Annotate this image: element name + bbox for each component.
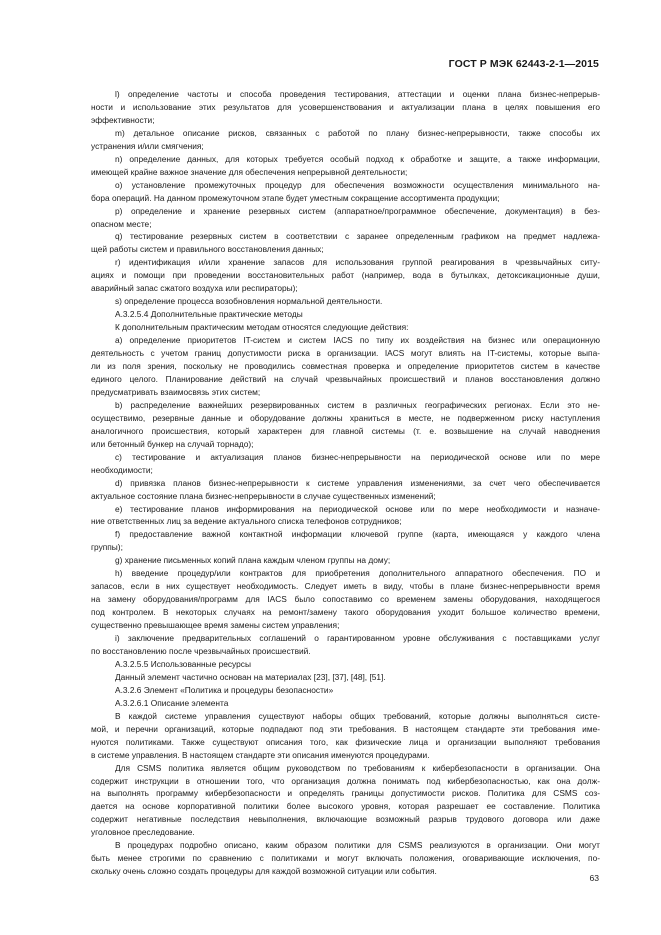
paragraph-line: запасов, если в них существует необходимость. Следует иметь в виду, чтобы в плане бизнес-непрерывности время	[91, 581, 600, 592]
paragraph-line: на замену оборудования/программ для IACS было сопоставимо со временем замены оборудования, находящегося	[91, 594, 600, 605]
paragraph-line: q) тестирование резервных систем в соответствии с заранее определенным графиком на предмет надлежа-	[115, 231, 600, 242]
paragraph-line: h) введение процедур/или контрактов для приобретения дополнительного аппаратного обеспечения. ПО и	[115, 568, 600, 579]
paragraph-line: устранения и/или смягчения;	[91, 140, 204, 151]
paragraph-line: В процедурах подробно описано, каким образом политики для CSMS реализуются в организации. Они могут	[115, 840, 600, 851]
paragraph-line: щей работы систем и правильного восстановления данных;	[91, 244, 324, 255]
paragraph-line: ли из поля зрения, поскольку не проводились совместная проверка и определение приоритетов систем в качестве	[91, 361, 600, 372]
paragraph-line: i) заключение предварительных соглашений о гарантированном уровне обслуживания с поставщиками услуг	[115, 633, 600, 644]
paragraph	[91, 88, 600, 127]
paragraph	[91, 684, 600, 697]
paragraph-line: имеющей крайне важное значение для обеспечения непрерывной деятельности;	[91, 166, 408, 177]
paragraph-line: осуществимо, резервные данные и оборудование должны храниться в месте, не подверженном риску наступления	[91, 412, 600, 423]
paragraph	[91, 308, 600, 321]
paragraph-line: m) детальное описание рисков, связанных с работой по плану бизнес-непрерывности, также способы их	[115, 127, 600, 138]
paragraph-line: существенно превышающее время замены систем управления;	[91, 620, 340, 631]
paragraph	[91, 334, 600, 399]
paragraph-line: предусматривать взаимосвязь этих систем;	[91, 386, 261, 397]
paragraph	[91, 567, 600, 632]
paragraph	[91, 295, 600, 308]
paragraph	[91, 477, 600, 503]
paragraph-line: быть менее строгими по сравнению с политиками и могут включать положения, оговаривающие исключения, по-	[91, 853, 600, 864]
paragraph-line: необходимости;	[91, 464, 153, 475]
paragraph	[91, 528, 600, 554]
paragraph	[91, 632, 600, 658]
paragraph	[91, 321, 600, 334]
paragraph-line: А.3.2.5.5 Использованные ресурсы	[115, 658, 251, 669]
paragraph	[91, 839, 600, 878]
paragraph-line: уголовное преследование.	[91, 827, 195, 838]
paragraph-line: А.3.2.5.4 Дополнительные практические методы	[115, 309, 303, 320]
paragraph-line: единого целого. Планирование действий на случай чрезвычайных происшествий и планов восстановления должно	[91, 373, 600, 384]
paragraph-line: дается на основе корпоративной политики более высокого уровня, которая разрешает ее составление. Политика	[91, 801, 600, 812]
paragraph	[91, 256, 600, 295]
paragraph-line: содержит инструкции в отношении того, что организация должна понимать под кибербезопасностью, как она долж-	[91, 775, 600, 786]
paragraph	[91, 697, 600, 710]
paragraph-line: актуальное состояние плана бизнес-непрерывности в случае существенных изменений;	[91, 490, 436, 501]
document-body	[91, 88, 600, 878]
paragraph-line: b) распределение важнейших резервированных систем в различных географических регионах. Если это не-	[115, 399, 600, 410]
paragraph-line: по восстановлению после чрезвычайных происшествий.	[91, 645, 311, 656]
paragraph-line: e) тестирование планов информирования на периодической основе или по мере необходимости и назначе-	[115, 503, 600, 514]
paragraph-line: a) определение приоритетов IT-систем и систем IACS по типу их воздействия на бизнес или операционную	[115, 335, 600, 346]
paragraph-line: d) привязка планов бизнес-непрерывности к системе управления изменениями, за счет чего обеспечивается	[115, 477, 600, 488]
page-number: 63	[589, 873, 599, 883]
paragraph-line: o) установление промежуточных процедур для обеспечения возможности осуществления минимального на-	[115, 179, 600, 190]
paragraph-line: c) тестирование и актуализация планов бизнес-непрерывности на периодической основе или по мере	[115, 451, 600, 462]
page-header-standard: ГОСТ Р МЭК 62443-2-1—2015	[448, 58, 599, 70]
paragraph-line: r) идентификация и/или хранение запасов для использования группой реагирования в чрезвычайных ситу-	[115, 257, 600, 268]
paragraph	[91, 503, 600, 529]
paragraph	[91, 671, 600, 684]
paragraph	[91, 554, 600, 567]
paragraph-line: А.3.2.6.1 Описание элемента	[115, 697, 229, 708]
paragraph-line: мой, и перечни организаций, которые подпадают под эти требования. В настоящем стандарте эти требования име-	[91, 723, 600, 734]
paragraph-line: К дополнительным практическим методам относятся следующие действия:	[115, 322, 409, 333]
paragraph-line: s) определение процесса возобновления нормальной деятельности.	[115, 296, 383, 307]
paragraph-line: p) определение и хранение резервных систем (аппаратное/программное обеспечение, документация) в без-	[115, 205, 600, 216]
paragraph	[91, 153, 600, 179]
paragraph	[91, 230, 600, 256]
paragraph	[91, 710, 600, 762]
paragraph	[91, 399, 600, 451]
paragraph-line: аналогичного происшествия, который характерен для главной системы (т. е. возвышение на случай наводнения	[91, 425, 600, 436]
paragraph-line: g) хранение письменных копий плана каждым членом группы на дому;	[115, 555, 391, 566]
paragraph	[91, 179, 600, 205]
paragraph-line: n) определение данных, для которых требуется особый подход к обработке и защите, а также информации,	[115, 153, 600, 164]
paragraph-line: В каждой системе управления существуют наборы общих требований, которые должны выполняться систе-	[115, 710, 600, 721]
paragraph-line: нуются политиками. Также существуют описания того, как физические лица и организации выполняют требования	[91, 736, 600, 747]
paragraph	[91, 205, 600, 231]
paragraph-line: под контролем. В некоторых случаях на ремонт/замену такого оборудования уходит большое количество времени,	[91, 607, 600, 618]
paragraph-line: в системе управления. В настоящем стандарте эти описания именуются процедурами.	[91, 749, 430, 760]
paragraph	[91, 451, 600, 477]
paragraph-line: f) предоставление важной контактной информации ключевой группе (карта, имеющаяся у каждого члена	[115, 529, 600, 540]
paragraph-line: опасном месте;	[91, 218, 152, 229]
paragraph	[91, 762, 600, 840]
paragraph-line: Для CSMS политика является общим руководством по требованиям к кибербезопасности в организации. Она	[115, 762, 600, 773]
paragraph-line: l) определение частоты и способа проведения тестирования, аттестации и оценки плана бизнес-непрерыв-	[115, 89, 600, 99]
paragraph-line: Данный элемент частично основан на материалах [23], [37], [48], [51].	[115, 671, 386, 682]
paragraph	[91, 658, 600, 671]
paragraph-line: группы);	[91, 542, 123, 553]
paragraph-line: содержит негативные последствия невыполнения, включающие возможный разрыв трудового договора или даже	[91, 814, 600, 825]
paragraph-line: ациях и помощи при проведении восстановительных работ (например, вода в бутылках, детоксикационные души,	[91, 270, 600, 281]
paragraph-line: аварийный запас сжатого воздуха или респираторы);	[91, 283, 298, 294]
paragraph-line: деятельность с учетом границ допустимости риска в организации. IACS могут влиять на IT-системы, которые выпа-	[91, 348, 600, 359]
paragraph-line: скольку очень сложно создать процедуры для каждой возможной ситуации или события.	[91, 866, 437, 877]
paragraph-line: на выполнять программу кибербезопасности и определять границы допустимости рисков. Политика для CSMS соз-	[91, 788, 600, 799]
paragraph-line: бора операций. На данном промежуточном этапе будет уместным сокращение ассортимента продукции;	[91, 192, 500, 203]
paragraph-line: или бетонный бункер на случай торнадо);	[91, 438, 254, 449]
paragraph-line: ние ответственных лиц за ведение актуального списка телефонов сотрудников;	[91, 516, 402, 527]
paragraph-line: эффективности;	[91, 114, 155, 125]
paragraph-line: ности и использование этих результатов для усовершенствования и актуализации плана в целях повышения его	[91, 101, 600, 112]
paragraph	[91, 127, 600, 153]
paragraph-line: А.3.2.6 Элемент «Политика и процедуры безопасности»	[115, 684, 334, 695]
